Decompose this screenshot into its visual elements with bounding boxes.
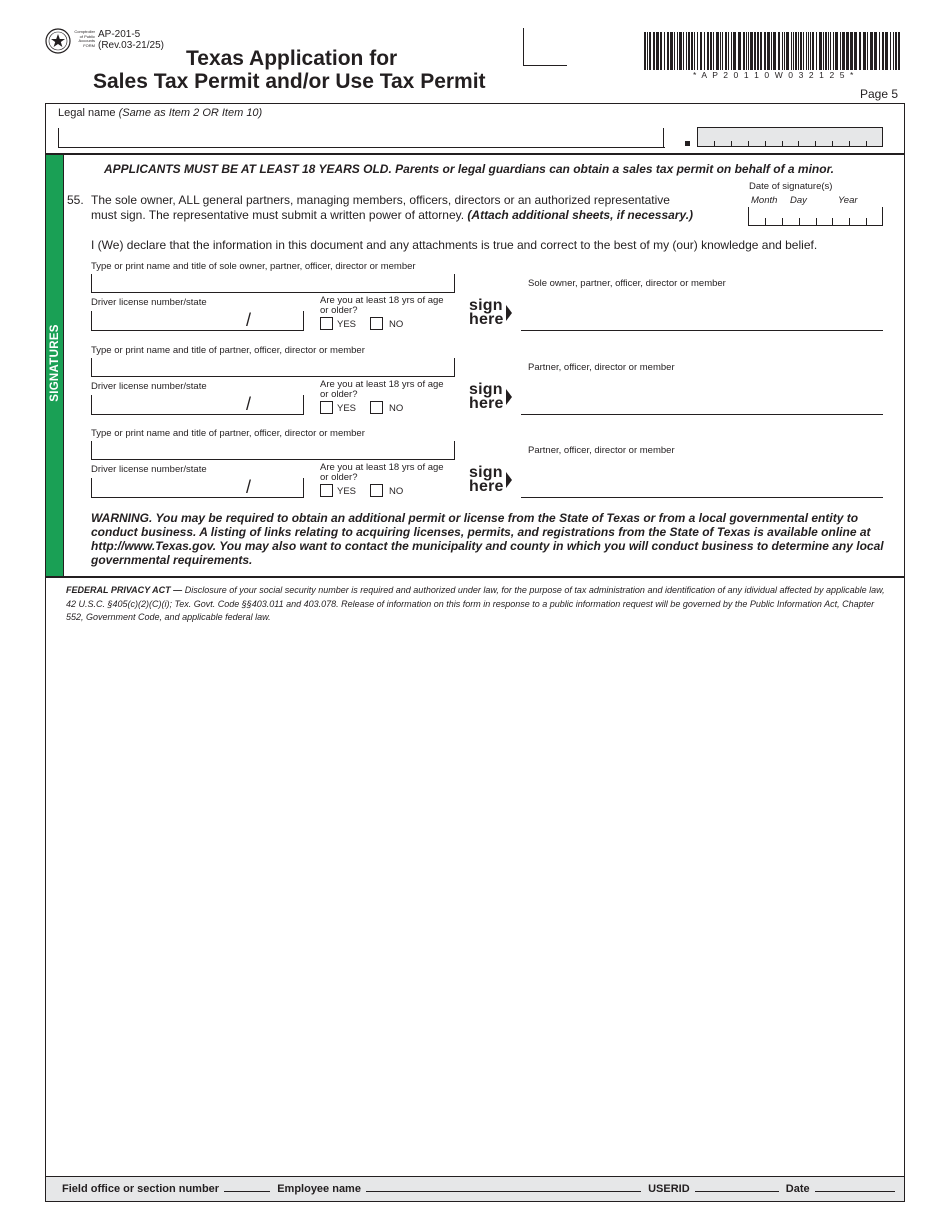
age-no-label: NO [389,319,404,330]
here-word: here [469,395,504,412]
age-yes-label: YES [337,486,357,497]
corner-mark [523,28,524,66]
page-title-line1: Texas Application for [186,47,398,70]
divider-signatures-bottom [45,576,905,578]
warning-text: WARNING. You may be required to obtain an additional permit or license from the State of Texas or from a local governmental entity to conduct business. A listing of links relating to acquiring licenses, permits, and registrations from the State of Texas is available online at http://www.Texas.gov. You may also want to contact the municipality and county in which you will conduct business to determine any local governmental requirements. [91,511,884,567]
barcode-bar [764,32,766,70]
date-day-label: Day [790,195,807,206]
barcode-bar [810,32,811,70]
sign-word: sign [469,297,503,314]
barcode-bar [691,32,693,70]
barcode-bar [677,32,678,70]
item-text-line2-main: must sign. The representative must submit a written power of attorney. [91,208,465,222]
barcode-bar [704,32,705,70]
barcode-bar [750,32,753,70]
barcode-bar [674,32,675,70]
age-yes-label: YES [337,403,357,414]
barcode-bar [803,32,804,70]
declaration-text: I (We) declare that the information in this document and any attachments is true and correct to the best of my (our) knowledge and belief. [91,238,818,252]
sign-arrow-icon [506,472,512,488]
barcode-bar [874,32,877,70]
barcode-bar [725,32,727,70]
age-question: Are you at least 18 yrs of age or older? [320,379,444,400]
item-text-attach: (Attach additional sheets, if necessary.) [467,208,694,222]
barcode-bar [825,32,827,70]
age-yes-checkbox[interactable] [320,401,333,414]
divider-top [45,153,905,155]
signer-name-label: Type or print name and title of partner, officer, director or member [91,428,365,439]
driver-license-input[interactable] [91,311,304,331]
privacy-act-text: Disclosure of your social security number is required and authorized under law, for the purpose of tax administration and identification of any idividual affected by applicable law, 42 U.S.C. §405(c)(2)(C)(i); Tex. Govt. Code §§403.011 and 403.078. Release of information on this form in response to a public information request will be governed by the Public Information Act, Chapter 552, Government Code, and applicable federal law. [66,585,885,622]
footer-fields [62,1183,895,1195]
barcode-bar [694,32,695,70]
userid-label: USERID [648,1183,690,1195]
barcode-bar [791,32,792,70]
age-question: Are you at least 18 yrs of age or older? [320,462,444,483]
age-no-label: NO [389,486,404,497]
signature-line[interactable] [521,414,883,415]
age-no-checkbox[interactable] [370,484,383,497]
taxpayer-number-field[interactable] [697,127,883,147]
date-footer-label: Date [785,1183,810,1195]
barcode-bar [757,32,759,70]
age-no-label: NO [389,403,404,414]
field-office-label: Field office or section number [62,1183,220,1195]
barcode-bar [819,32,822,70]
comb-tick [815,141,816,147]
barcode-bar [728,32,729,70]
sign-here-label [469,466,504,494]
driver-license-input[interactable] [91,478,304,498]
comb-tick [816,218,817,226]
barcode-bar [679,32,682,70]
barcode-bar [784,32,785,70]
signature-line[interactable] [521,497,883,498]
signature-caption: Partner, officer, director or member [528,362,675,373]
dl-state-slash: / [246,310,252,330]
barcode-bar [754,32,756,70]
field-office-line[interactable] [224,1191,270,1192]
comptroller-seal-icon [45,28,71,54]
barcode-bar [647,32,648,70]
barcode-bar [771,32,772,70]
comb-tick [798,141,799,147]
age-yes-label: YES [337,319,357,330]
barcode-bar [816,32,817,70]
barcode-bar [683,32,684,70]
sign-arrow-icon [506,305,512,321]
age-no-checkbox[interactable] [370,401,383,414]
barcode-bar [800,32,802,70]
comb-tick [832,141,833,147]
barcode-bar [840,32,841,70]
barcode-bar [713,32,714,70]
sign-here-label [469,299,504,327]
signatures-side-label: SIGNATURES [49,324,61,402]
age-yes-checkbox[interactable] [320,484,333,497]
privacy-act-title: FEDERAL PRIVACY ACT — [66,585,183,595]
barcode-bar [667,32,669,70]
barcode-bar [688,32,690,70]
barcode-bar [746,32,747,70]
barcode-bar [863,32,866,70]
here-word: here [469,478,504,495]
comb-tick [866,141,867,147]
driver-license-input[interactable] [91,395,304,415]
barcode [644,32,902,70]
employee-name-label: Employee name [277,1183,361,1195]
barcode-bar [835,32,838,70]
privacy-act [66,584,888,625]
barcode-bar [686,32,687,70]
barcode-bar [773,32,776,70]
barcode-bar [793,32,794,70]
barcode-bar [870,32,873,70]
barcode-bar [733,32,736,70]
barcode-bar [823,32,824,70]
legal-name-label-text: Legal name [58,107,116,119]
signature-line[interactable] [521,330,883,331]
item-number: 55. [67,193,84,207]
barcode-bar [859,32,861,70]
comb-tick [832,218,833,226]
barcode-bar [842,32,845,70]
signer-name-label: Type or print name and title of partner, officer, director or member [91,345,365,356]
barcode-bar [670,32,673,70]
barcode-bar [882,32,884,70]
barcode-bar [795,32,797,70]
barcode-bar [720,32,721,70]
barcode-bar [854,32,857,70]
age-no-checkbox[interactable] [370,317,383,330]
barcode-bar [738,32,741,70]
sign-word: sign [469,464,503,481]
signature-caption: Partner, officer, director or member [528,445,675,456]
age-yes-checkbox[interactable] [320,317,333,330]
date-footer-line[interactable] [815,1191,895,1192]
comb-tick [782,218,783,226]
barcode-bar [830,32,831,70]
page-title-line2: Sales Tax Permit and/or Use Tax Permit [93,70,486,93]
barcode-bar [833,32,834,70]
barcode-bar [731,32,732,70]
barcode-bar [782,32,783,70]
comb-tick [731,141,732,147]
barcode-bar [867,32,868,70]
signer-name-label: Type or print name and title of sole owner, partner, officer, director or member [91,261,416,272]
barcode-bar [767,32,770,70]
form-revision: (Rev.03-21/25) [98,40,164,51]
barcode-bar [893,32,894,70]
barcode-bar [806,32,807,70]
signer-name-input[interactable] [91,358,455,377]
legal-name-input[interactable] [58,128,665,148]
legal-name-label [58,107,262,119]
barcode-bar [710,32,712,70]
barcode-bar [895,32,897,70]
page-number: Page 5 [860,87,899,101]
barcode-bar [664,32,665,70]
date-label: Date of signature(s) [749,181,833,192]
barcode-bar [653,32,655,70]
dl-state-slash: / [246,477,252,497]
barcode-bar [879,32,880,70]
barcode-text: * A P 2 0 1 1 0 W 0 3 2 1 2 5 * [693,70,855,80]
sign-here-label [469,383,504,411]
age-question: Are you at least 18 yrs of age or older? [320,295,444,316]
barcode-bar [760,32,762,70]
barcode-bar [722,32,723,70]
here-word: here [469,311,504,328]
item-text-line1: The sole owner, ALL general partners, managing members, officers, directors or an authorized representative [91,193,670,207]
barcode-bar [812,32,814,70]
barcode-bar [846,32,849,70]
comb-tick [782,141,783,147]
barcode-bar [716,32,719,70]
comb-tick [849,218,850,226]
item-text-line2 [91,208,693,222]
signature-caption: Sole owner, partner, officer, director or member [528,278,726,289]
driver-license-label: Driver license number/state [91,297,207,308]
comb-tick [799,218,800,226]
date-year-label: Year [838,195,858,206]
barcode-bar [798,32,799,70]
barcode-bar [656,32,659,70]
comb-tick [765,218,766,226]
barcode-bar [697,32,698,70]
comb-tick [714,141,715,147]
comb-tick [765,141,766,147]
barcode-bar [644,32,646,70]
logo-text: Comptroller of Public Accounts FORM [74,29,95,48]
legal-name-note: (Same as Item 2 OR Item 10) [118,107,263,119]
barcode-bar [649,32,651,70]
legal-name-marker [685,141,690,146]
form-number: AP-201-5 [98,29,141,40]
barcode-bar [707,32,709,70]
barcode-bar [808,32,809,70]
userid-line[interactable] [695,1191,779,1192]
driver-license-label: Driver license number/state [91,464,207,475]
barcode-bar [700,32,702,70]
sign-arrow-icon [506,389,512,405]
barcode-bar [748,32,749,70]
comb-tick [866,218,867,226]
barcode-bar [850,32,853,70]
barcode-bar [743,32,745,70]
barcode-bar [786,32,789,70]
barcode-bar [885,32,888,70]
signer-name-input[interactable] [91,441,455,460]
driver-license-label: Driver license number/state [91,381,207,392]
employee-name-line[interactable] [366,1191,641,1192]
barcode-bar [660,32,662,70]
comb-tick [849,141,850,147]
dl-state-slash: / [246,394,252,414]
barcode-bar [778,32,780,70]
sign-word: sign [469,381,503,398]
barcode-bar [828,32,829,70]
date-month-label: Month [751,195,778,206]
comb-tick [748,141,749,147]
barcode-bar [898,32,900,70]
signer-name-input[interactable] [91,274,455,293]
barcode-bar [890,32,891,70]
age-notice: APPLICANTS MUST BE AT LEAST 18 YEARS OLD. Parents or legal guardians can obtain a sales tax permit on behalf of a minor. [104,162,834,176]
